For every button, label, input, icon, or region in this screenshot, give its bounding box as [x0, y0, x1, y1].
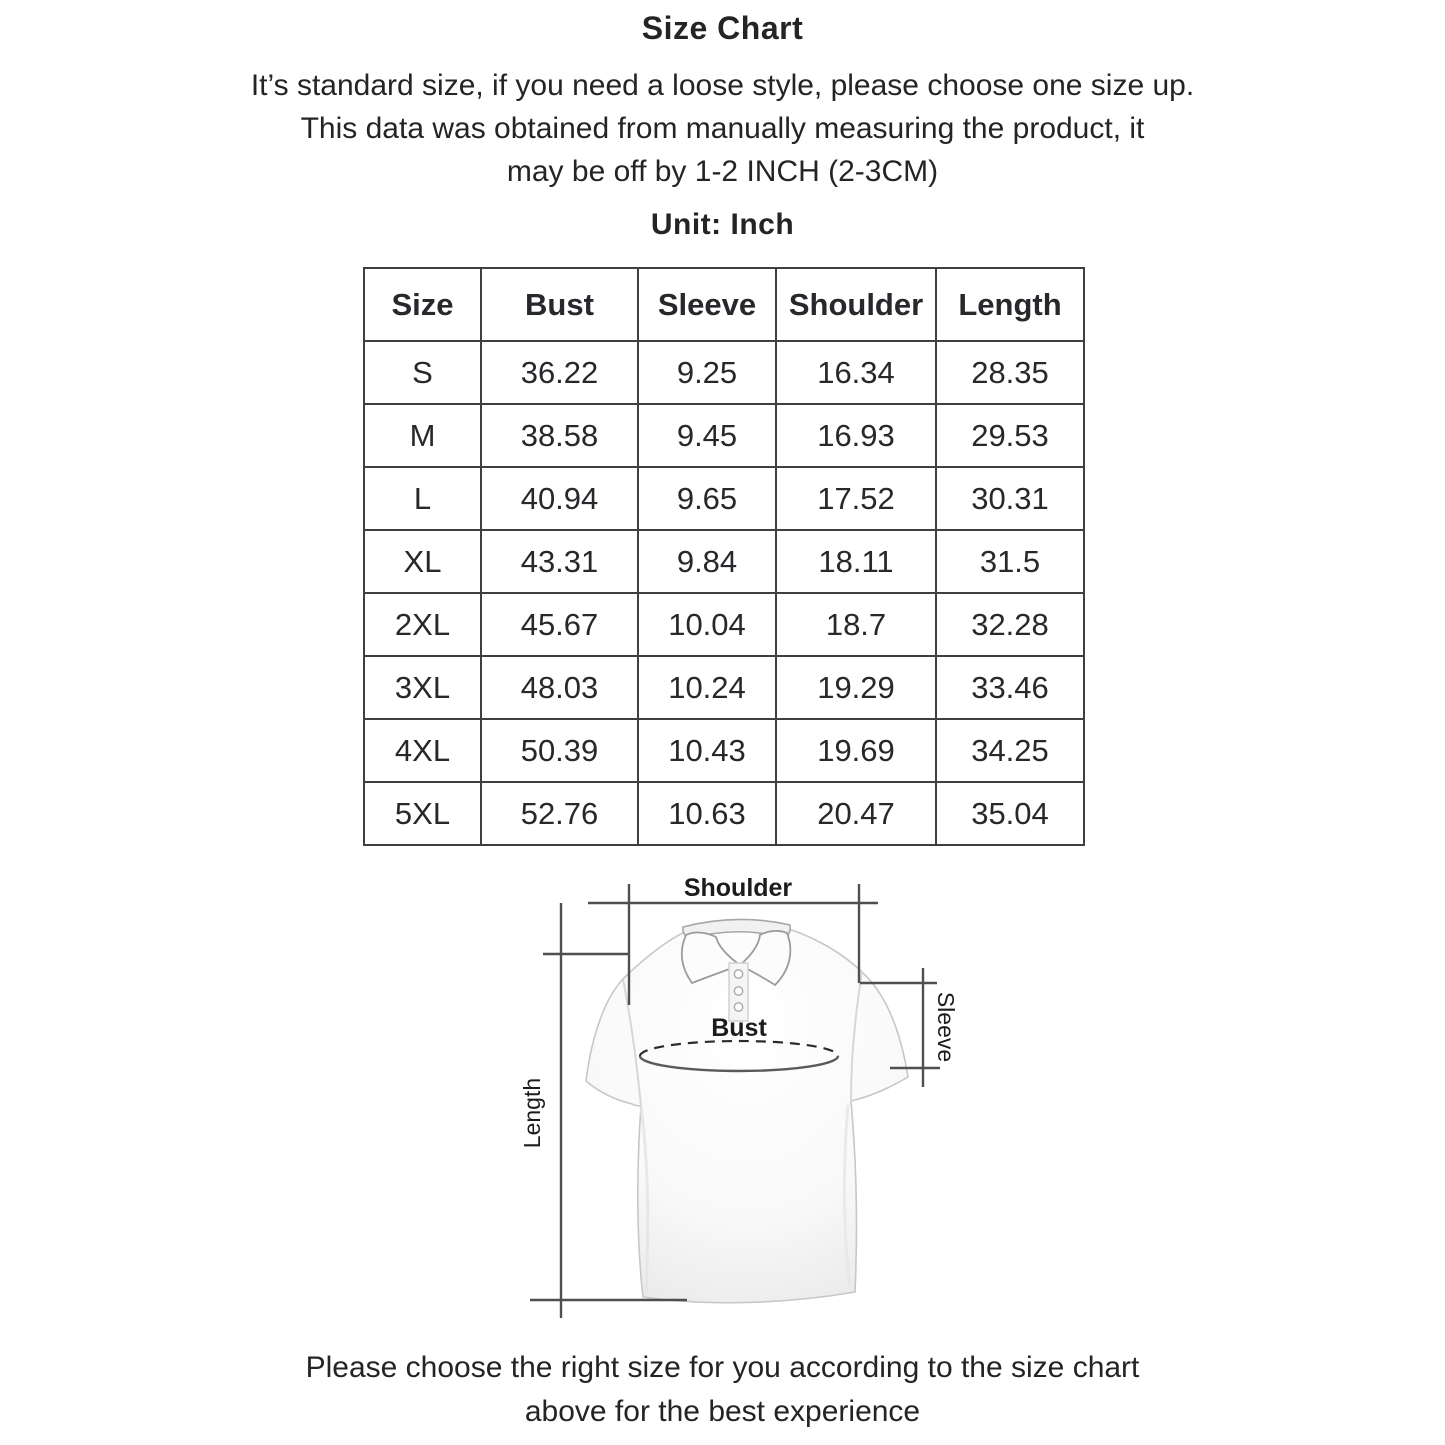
bust-measure-label: Bust — [711, 1014, 767, 1042]
footer-note — [0, 1346, 1445, 1434]
footer-line-1: Please choose the right size for you according to the size chart — [305, 1351, 1140, 1384]
table-cell: 10.24 — [638, 656, 776, 719]
table-cell: 52.76 — [481, 782, 638, 845]
page-title: Size Chart — [641, 10, 804, 46]
button-3 — [734, 1003, 742, 1011]
intro-text — [0, 64, 1445, 193]
table-cell: 30.31 — [936, 467, 1084, 530]
table-cell: 40.94 — [481, 467, 638, 530]
table-cell: 18.11 — [776, 530, 936, 593]
table-cell: 5XL — [364, 782, 481, 845]
intro-line-1: It’s standard size, if you need a loose style, please choose one size up. — [250, 69, 1195, 102]
table-row — [364, 593, 1084, 656]
shoulder-measure-label: Shoulder — [683, 875, 793, 902]
table-header-row — [364, 268, 1084, 341]
intro-line-2: This data was obtained from manually measuring the product, it — [300, 112, 1145, 145]
table-cell: L — [364, 467, 481, 530]
table-cell: 18.7 — [776, 593, 936, 656]
table-cell: 3XL — [364, 656, 481, 719]
table-cell: 50.39 — [481, 719, 638, 782]
table-cell: 32.28 — [936, 593, 1084, 656]
table-row — [364, 656, 1084, 719]
table-cell: 20.47 — [776, 782, 936, 845]
column-header-sleeve: Sleeve — [638, 268, 776, 341]
table-cell: 17.52 — [776, 467, 936, 530]
sleeve-measure-label: Sleeve — [933, 991, 959, 1063]
footer-line-2: above for the best experience — [524, 1395, 921, 1428]
length-measure-label: Length — [519, 1077, 545, 1149]
table-cell: 2XL — [364, 593, 481, 656]
column-header-shoulder: Shoulder — [776, 268, 936, 341]
table-cell: 4XL — [364, 719, 481, 782]
table-cell: 28.35 — [936, 341, 1084, 404]
column-header-length: Length — [936, 268, 1084, 341]
table-cell: 10.04 — [638, 593, 776, 656]
table-cell: 45.67 — [481, 593, 638, 656]
table-cell: 16.34 — [776, 341, 936, 404]
table-row — [364, 530, 1084, 593]
measurement-diagram — [480, 875, 1000, 1330]
table-cell: 10.43 — [638, 719, 776, 782]
size-table — [363, 267, 1085, 846]
table-cell: 9.65 — [638, 467, 776, 530]
table-cell: 9.25 — [638, 341, 776, 404]
table-cell: 33.46 — [936, 656, 1084, 719]
table-cell: S — [364, 341, 481, 404]
table-cell: 31.5 — [936, 530, 1084, 593]
table-cell: 29.53 — [936, 404, 1084, 467]
table-cell: 35.04 — [936, 782, 1084, 845]
table-cell: 9.45 — [638, 404, 776, 467]
intro-line-3: may be off by 1-2 INCH (2-3CM) — [506, 155, 939, 188]
table-cell: 16.93 — [776, 404, 936, 467]
table-row — [364, 467, 1084, 530]
button-2 — [734, 987, 742, 995]
unit-label: Unit: Inch — [650, 208, 795, 241]
column-header-bust: Bust — [481, 268, 638, 341]
table-row — [364, 341, 1084, 404]
table-cell: 19.69 — [776, 719, 936, 782]
table-row — [364, 782, 1084, 845]
table-cell: XL — [364, 530, 481, 593]
table-cell: 36.22 — [481, 341, 638, 404]
table-cell: 10.63 — [638, 782, 776, 845]
table-cell: 34.25 — [936, 719, 1084, 782]
table-cell: 9.84 — [638, 530, 776, 593]
table-cell: 48.03 — [481, 656, 638, 719]
table-cell: 38.58 — [481, 404, 638, 467]
table-cell: 19.29 — [776, 656, 936, 719]
table-row — [364, 404, 1084, 467]
table-row — [364, 719, 1084, 782]
column-header-size: Size — [364, 268, 481, 341]
table-cell: 43.31 — [481, 530, 638, 593]
table-cell: M — [364, 404, 481, 467]
button-1 — [734, 970, 742, 978]
